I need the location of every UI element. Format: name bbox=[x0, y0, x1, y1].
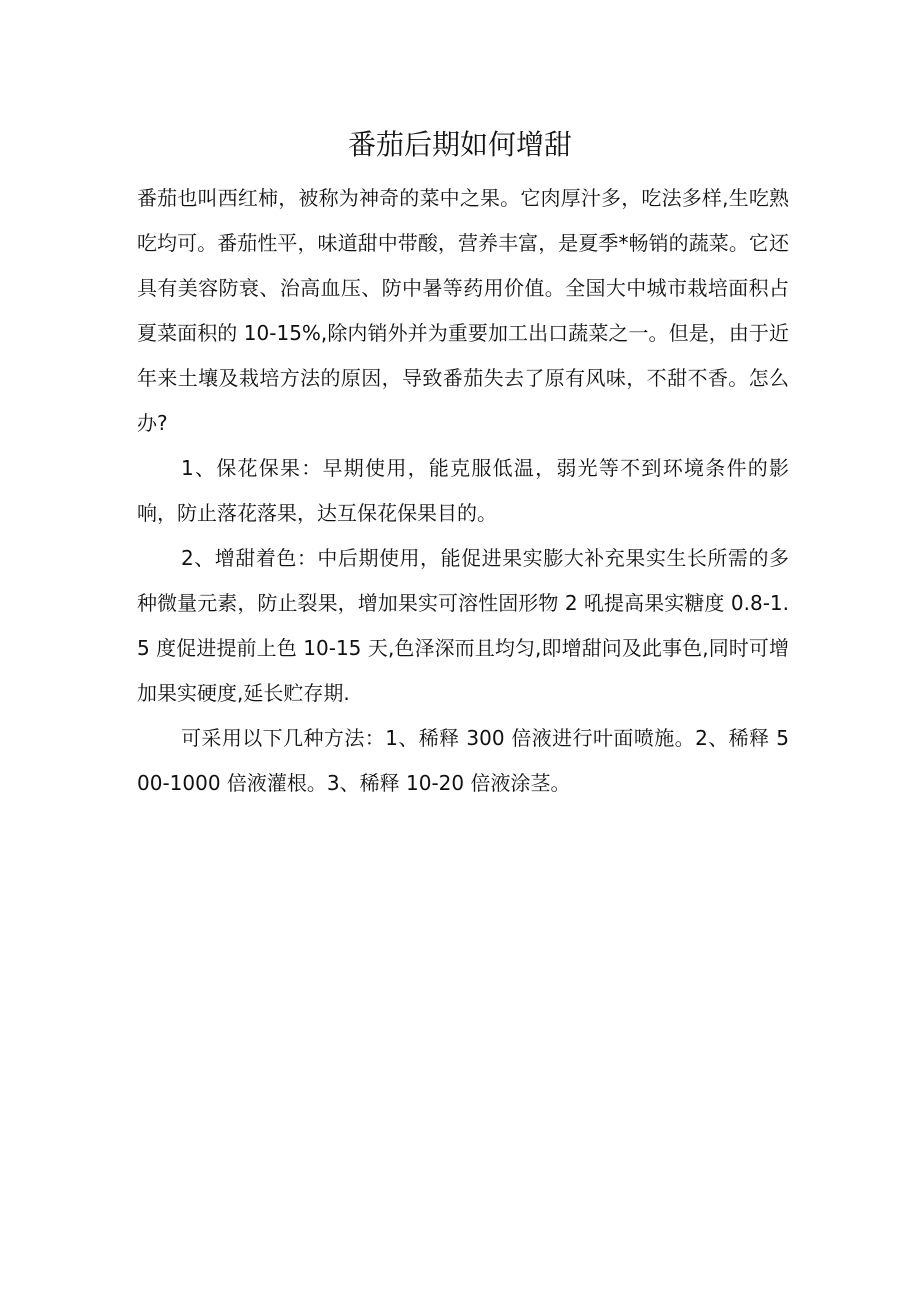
methods-paragraph: 可采用以下几种方法：1、稀释 300 倍液进行叶面喷施。2、稀释 500-1000 倍液灌根。3、稀释 10-20 倍液涂茎。 bbox=[137, 726, 789, 795]
intro-paragraph: 番茄也叫西红柿，被称为神奇的菜中之果。它肉厚汁多，吃法多样,生吃熟吃均可。番茄性平，味道甜中带酸，营养丰富，是夏季*畅销的蔬菜。它还具有美容防衰、治高血压、防中暑等药用价值。全国大中城市栽培面积占夏菜面积的 10-15%,除内销外并为重要加工出口蔬菜之一。但是，由于近年来土壤及栽培方法的原因，导致番茄失去了原有风味，不甜不香。怎么办? bbox=[137, 186, 789, 435]
flower-fruit-paragraph: 1、保花保果：早期使用，能克服低温，弱光等不到环境条件的影响，防止落花落果，达互保花保果目的。 bbox=[137, 456, 789, 525]
document-body bbox=[137, 176, 789, 806]
sweetening-paragraph: 2、增甜着色：中后期使用，能促进果实膨大补充果实生长所需的多种微量元素，防止裂果，增加果实可溶性固形物 2 吼提高果实糖度 0.8-1.5 度促进提前上色 10-15 天,色泽深而且均匀,即增甜问及此事色,同时可增加果实硬度,延长贮存期. bbox=[137, 546, 789, 705]
document-title: 番茄后期如何增甜 bbox=[347, 128, 572, 161]
